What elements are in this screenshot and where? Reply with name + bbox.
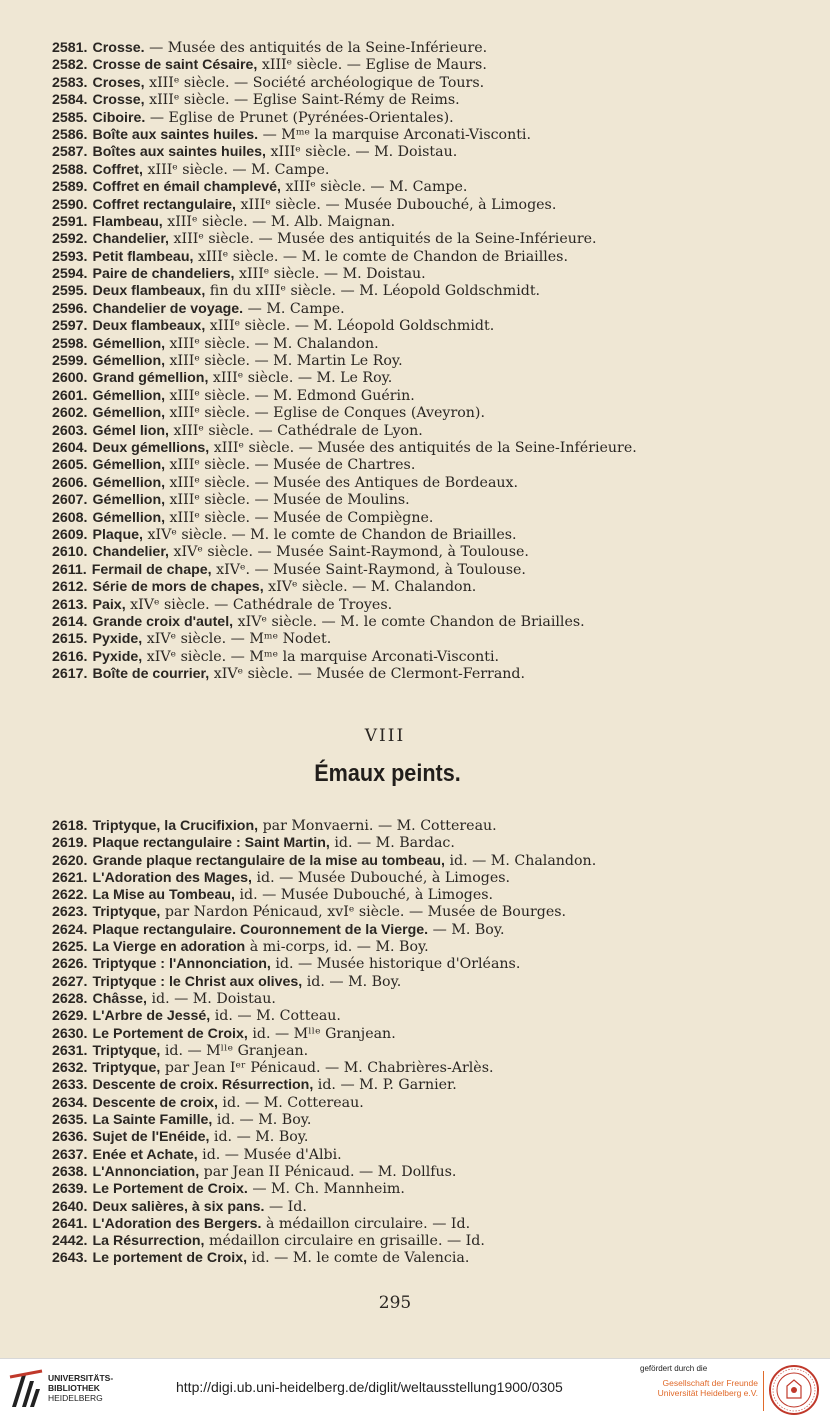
section-title: Émaux peints. bbox=[314, 760, 461, 787]
entry-title: Triptyque, la Crucifixion, bbox=[92, 818, 259, 834]
entry-title: Ciboire. bbox=[92, 109, 146, 126]
entry-number: 2614. bbox=[52, 613, 88, 630]
entry-details: xIIIᵉ siècle. — Musée de Compiègne. bbox=[165, 509, 434, 526]
entry-title: Enée et Achate, bbox=[92, 1146, 198, 1163]
catalog-entry bbox=[52, 75, 792, 92]
catalog-entry bbox=[52, 666, 792, 683]
entry-details: par Jean Iᵉʳ Pénicaud. — M. Chabrières-Arlès. bbox=[160, 1060, 494, 1077]
entry-number: 2625. bbox=[52, 939, 88, 956]
entry-details: xIVᵉ siècle. — Mᵐᵉ la marquise Arconati-Visconti. bbox=[142, 648, 500, 665]
entry-title: Coffret, bbox=[92, 161, 143, 178]
entry-title: Pyxide, bbox=[92, 648, 143, 665]
entry-number: 2599. bbox=[52, 353, 88, 370]
entry-number: 2602. bbox=[52, 405, 88, 422]
entry-number: 2596. bbox=[52, 300, 88, 317]
entry-title: Le portement de Croix, bbox=[92, 1250, 248, 1267]
entry-title: Descente de croix, bbox=[92, 1094, 218, 1111]
section-number: VIII bbox=[364, 726, 406, 746]
entry-title: L'Arbre de Jessé, bbox=[92, 1008, 211, 1025]
entry-details: xIIIᵉ siècle. — M. le comte de Chandon de Briailles. bbox=[193, 248, 568, 265]
entry-title: Plaque rectangulaire. Couronnement de la Vierge. bbox=[92, 921, 429, 938]
entry-title: Crosse de saint Césaire, bbox=[92, 57, 258, 74]
entry-details: id. — M. Boy. bbox=[212, 1112, 312, 1129]
entry-title: Châsse, bbox=[92, 990, 147, 1007]
entry-number: 2636. bbox=[52, 1129, 88, 1146]
entry-details: xIIIᵉ siècle. — M. Doistau. bbox=[265, 144, 458, 161]
entry-number: 2611. bbox=[52, 561, 87, 578]
entry-title: Chandelier, bbox=[92, 544, 169, 561]
entry-number: 2613. bbox=[52, 596, 88, 613]
entry-number: 2639. bbox=[52, 1181, 88, 1198]
catalog-list-bottom bbox=[52, 818, 792, 1268]
catalog-entry bbox=[52, 614, 792, 631]
entry-title: L'Annonciation, bbox=[92, 1163, 200, 1180]
entry-details: xIIIᵉ siècle. — M. Martin Le Roy. bbox=[165, 353, 403, 370]
entry-title: Gémellion, bbox=[92, 335, 166, 352]
catalog-entry bbox=[52, 214, 792, 231]
catalog-entry bbox=[52, 1233, 792, 1250]
catalog-entry bbox=[52, 1026, 792, 1043]
entry-number: 2617. bbox=[52, 666, 88, 683]
catalog-entry bbox=[52, 1199, 792, 1216]
entry-title: Petit flambeau, bbox=[92, 248, 194, 265]
entry-details: xIVᵉ siècle. — M. le comte Chandon de Briailles. bbox=[233, 613, 585, 630]
entry-details: id. — Musée historique d'Orléans. bbox=[270, 956, 521, 973]
entry-details: xIIIᵉ siècle. — Eglise Saint-Rémy de Reims. bbox=[144, 92, 460, 109]
catalog-entry bbox=[52, 301, 792, 318]
entry-title: Descente de croix. Résurrection, bbox=[92, 1077, 314, 1094]
catalog-entry bbox=[52, 197, 792, 214]
catalog-entry bbox=[52, 527, 792, 544]
entry-number: 2582. bbox=[52, 57, 88, 74]
society-name bbox=[640, 1378, 758, 1398]
entry-details: xIIIᵉ siècle. — Musée de Chartres. bbox=[165, 457, 416, 474]
catalog-entry bbox=[52, 457, 792, 474]
catalog-entry bbox=[52, 991, 792, 1008]
entry-title: Gémel lion, bbox=[92, 422, 169, 439]
entry-details: id. — Mˡˡᵉ Granjean. bbox=[160, 1042, 309, 1059]
entry-details: xIVᵉ. — Musée Saint-Raymond, à Toulouse. bbox=[211, 561, 526, 578]
entry-details: id. — M. Boy. bbox=[302, 973, 402, 990]
entry-title: Gémellion, bbox=[92, 387, 166, 404]
footer-bar bbox=[0, 1358, 830, 1419]
entry-title: Le Portement de Croix, bbox=[92, 1025, 248, 1042]
catalog-entry bbox=[52, 579, 792, 596]
entry-title: Fermail de chape, bbox=[91, 561, 212, 578]
entry-details: fin du xIIIᵉ siècle. — M. Léopold Goldschmidt. bbox=[205, 283, 541, 300]
entry-number: 2601. bbox=[52, 387, 88, 404]
catalog-entry bbox=[52, 405, 792, 422]
entry-number: 2612. bbox=[52, 579, 88, 596]
entry-title: La Vierge en adoration bbox=[92, 939, 246, 956]
entry-details: id. — Mˡˡᵉ Granjean. bbox=[247, 1025, 396, 1042]
catalog-entry bbox=[52, 939, 792, 956]
catalog-entry bbox=[52, 597, 792, 614]
entry-title: Triptyque, bbox=[92, 1042, 161, 1059]
entry-number: 2635. bbox=[52, 1112, 88, 1129]
entry-title: Triptyque : l'Annonciation, bbox=[92, 956, 271, 973]
entry-title: Grand gémellion, bbox=[92, 370, 209, 387]
entry-details: id. — Musée d'Albi. bbox=[197, 1146, 342, 1163]
entry-title: Pyxide, bbox=[92, 631, 143, 648]
university-seal-icon bbox=[768, 1364, 820, 1416]
entry-details: xIIIᵉ siècle. — Musée de Moulins. bbox=[165, 492, 410, 509]
entry-number: 2637. bbox=[52, 1146, 88, 1163]
entry-number: 2620. bbox=[52, 852, 88, 869]
entry-details: xIIIᵉ siècle. — Cathédrale de Lyon. bbox=[169, 422, 423, 439]
entry-title: Crosse. bbox=[92, 40, 145, 56]
entry-details: xIIIᵉ siècle. — Eglise de Maurs. bbox=[257, 57, 487, 74]
catalog-entry bbox=[52, 956, 792, 973]
entry-details: par Nardon Pénicaud, xvIᵉ siècle. — Musée de Bourges. bbox=[160, 904, 567, 921]
catalog-entry bbox=[52, 40, 792, 57]
entry-title: Série de mors de chapes, bbox=[92, 579, 264, 596]
entry-number: 2610. bbox=[52, 544, 88, 561]
entry-number: 2591. bbox=[52, 213, 88, 230]
entry-number: 2594. bbox=[52, 266, 88, 283]
entry-number: 2615. bbox=[52, 631, 88, 648]
catalog-entry bbox=[52, 283, 792, 300]
entry-details: par Monvaerni. — M. Cottereau. bbox=[258, 818, 497, 834]
catalog-entry bbox=[52, 1147, 792, 1164]
catalog-entry bbox=[52, 127, 792, 144]
entry-title: Gémellion, bbox=[92, 405, 166, 422]
entry-details: id. — M. Cottereau. bbox=[217, 1094, 364, 1111]
entry-details: xIIIᵉ siècle. — M. Doistau. bbox=[234, 266, 426, 283]
entry-details: xIIIᵉ siècle. — Musée des Antiques de Bordeaux. bbox=[165, 474, 519, 491]
library-name-line-3: HEIDELBERG bbox=[48, 1393, 103, 1403]
entry-details: — M. Campe. bbox=[243, 300, 345, 317]
catalog-entry bbox=[52, 492, 792, 509]
catalog-entry bbox=[52, 562, 792, 579]
entry-number: 2607. bbox=[52, 492, 88, 509]
entry-details: id. — M. Cotteau. bbox=[210, 1008, 341, 1025]
entry-title: Gémellion, bbox=[92, 353, 166, 370]
catalog-entry bbox=[52, 904, 792, 921]
entry-title: Boîtes aux saintes huiles, bbox=[92, 144, 266, 161]
entry-number: 2628. bbox=[52, 990, 88, 1007]
entry-number: 2584. bbox=[52, 92, 88, 109]
catalog-entry bbox=[52, 475, 792, 492]
entry-details: xIVᵉ siècle. — Musée Saint-Raymond, à Toulouse. bbox=[169, 544, 529, 561]
catalog-entry bbox=[52, 510, 792, 527]
entry-number: 2621. bbox=[52, 869, 88, 886]
entry-details: xIIIᵉ siècle. — Musée des antiquités de la Seine-Inférieure. bbox=[169, 231, 597, 248]
divider bbox=[763, 1371, 764, 1411]
entry-title: Gémellion, bbox=[92, 474, 166, 491]
catalog-entry bbox=[52, 336, 792, 353]
entry-details: à médaillon circulaire. — Id. bbox=[261, 1215, 471, 1232]
catalog-entry bbox=[52, 1060, 792, 1077]
catalog-entry bbox=[52, 1181, 792, 1198]
entry-details: — Musée des antiquités de la Seine-Inférieure. bbox=[144, 40, 488, 56]
entry-title: Plaque, bbox=[92, 526, 143, 543]
entry-details: xIIIᵉ siècle. — M. Chalandon. bbox=[165, 335, 379, 352]
entry-details: xIIIᵉ siècle. — Société archéologique de Tours. bbox=[144, 74, 485, 91]
entry-title: Deux gémellions, bbox=[92, 439, 210, 456]
catalog-entry bbox=[52, 1250, 792, 1267]
catalog-entry bbox=[52, 835, 792, 852]
entry-details: id. — M. Bardac. bbox=[329, 835, 455, 852]
entry-number: 2609. bbox=[52, 526, 88, 543]
entry-title: Crosse, bbox=[92, 92, 145, 109]
catalog-entry bbox=[52, 266, 792, 283]
entry-number: 2626. bbox=[52, 956, 88, 973]
entry-title: Grande plaque rectangulaire de la mise au tombeau, bbox=[92, 852, 445, 869]
entry-number: 2590. bbox=[52, 196, 88, 213]
entry-number: 2592. bbox=[52, 231, 88, 248]
page-number: 295 bbox=[378, 1293, 412, 1313]
entry-details: à mi-corps, id. — M. Boy. bbox=[245, 939, 429, 956]
permalink-url[interactable]: http://digi.ub.uni-heidelberg.de/diglit/weltausstellung1900/0305 bbox=[176, 1379, 563, 1395]
entry-number: 2583. bbox=[52, 74, 88, 91]
entry-details: id. — M. Doistau. bbox=[146, 990, 276, 1007]
entry-number: 2588. bbox=[52, 161, 88, 178]
entry-number: 2604. bbox=[52, 439, 88, 456]
entry-details: xIIIᵉ siècle. — M. Alb. Maignan. bbox=[162, 213, 396, 230]
catalog-entry bbox=[52, 92, 792, 109]
entry-details: id. — Musée Dubouché, à Limoges. bbox=[251, 869, 511, 886]
entry-title: L'Adoration des Mages, bbox=[92, 869, 252, 886]
entry-title: Croses, bbox=[92, 74, 145, 91]
entry-details: xIIIᵉ siècle. — M. Campe. bbox=[280, 179, 468, 196]
entry-details: xIVᵉ siècle. — Cathédrale de Troyes. bbox=[125, 596, 393, 613]
entry-number: 2638. bbox=[52, 1163, 88, 1180]
catalog-entry bbox=[52, 1077, 792, 1094]
entry-details: — M. Boy. bbox=[428, 921, 505, 938]
entry-number: 2605. bbox=[52, 457, 88, 474]
catalog-entry bbox=[52, 388, 792, 405]
entry-title: Gémellion, bbox=[92, 492, 166, 509]
entry-title: Paire de chandeliers, bbox=[92, 266, 235, 283]
entry-title: Le Portement de Croix. bbox=[92, 1181, 248, 1198]
entry-number: 2643. bbox=[52, 1250, 88, 1267]
entry-details: — M. Ch. Mannheim. bbox=[247, 1181, 405, 1198]
entry-details: xIIIᵉ siècle. — M. Léopold Goldschmidt. bbox=[205, 318, 495, 335]
catalog-list-top bbox=[52, 40, 792, 683]
entry-number: 2597. bbox=[52, 318, 88, 335]
catalog-entry bbox=[52, 318, 792, 335]
entry-number: 2593. bbox=[52, 248, 88, 265]
entry-title: Paix, bbox=[92, 596, 126, 613]
entry-title: La Mise au Tombeau, bbox=[92, 887, 235, 904]
entry-details: id. — M. Boy. bbox=[209, 1129, 309, 1146]
entry-title: Grande croix d'autel, bbox=[92, 613, 234, 630]
entry-number: 2630. bbox=[52, 1025, 88, 1042]
catalog-entry bbox=[52, 1043, 792, 1060]
entry-number: 2640. bbox=[52, 1198, 88, 1215]
entry-title: Triptyque, bbox=[92, 904, 161, 921]
library-name bbox=[48, 1373, 113, 1403]
society-name-line-2: Universität Heidelberg e.V. bbox=[657, 1388, 758, 1398]
entry-title: Chandelier de voyage. bbox=[92, 300, 244, 317]
entry-details: xIIIᵉ siècle. — Musée Dubouché, à Limoges. bbox=[236, 196, 557, 213]
entry-details: id. — M. P. Garnier. bbox=[313, 1077, 457, 1094]
entry-title: Flambeau, bbox=[92, 213, 163, 230]
entry-details: id. — M. Chalandon. bbox=[444, 852, 597, 869]
catalog-entry bbox=[52, 631, 792, 648]
entry-details: — Mᵐᵉ la marquise Arconati-Visconti. bbox=[258, 126, 531, 143]
entry-number: 2606. bbox=[52, 474, 88, 491]
catalog-entry bbox=[52, 887, 792, 904]
catalog-entry bbox=[52, 974, 792, 991]
entry-number: 2622. bbox=[52, 887, 88, 904]
catalog-entry bbox=[52, 423, 792, 440]
entry-details: médaillon circulaire en grisaille. — Id. bbox=[204, 1233, 485, 1250]
catalog-entry bbox=[52, 1112, 792, 1129]
funded-by-label: gefördert durch die bbox=[640, 1364, 708, 1373]
university-library-logo-icon bbox=[8, 1367, 44, 1411]
entry-number: 2600. bbox=[52, 370, 88, 387]
entry-number: 2634. bbox=[52, 1094, 88, 1111]
entry-number: 2624. bbox=[52, 921, 88, 938]
entry-number: 2633. bbox=[52, 1077, 88, 1094]
catalog-entry bbox=[52, 870, 792, 887]
entry-number: 2442. bbox=[52, 1233, 88, 1250]
catalog-entry bbox=[52, 1129, 792, 1146]
entry-number: 2618. bbox=[52, 818, 88, 834]
catalog-entry bbox=[52, 440, 792, 457]
entry-title: Boîte aux saintes huiles. bbox=[92, 126, 259, 143]
catalog-entry bbox=[52, 249, 792, 266]
entry-details: id. — Musée Dubouché, à Limoges. bbox=[234, 887, 494, 904]
entry-details: xIVᵉ siècle. — Mᵐᵉ Nodet. bbox=[142, 631, 332, 648]
entry-number: 2598. bbox=[52, 335, 88, 352]
catalog-entry bbox=[52, 1008, 792, 1025]
library-name-line-2: BIBLIOTHEK bbox=[48, 1383, 100, 1393]
entry-number: 2641. bbox=[52, 1215, 88, 1232]
entry-title: Triptyque, bbox=[92, 1060, 161, 1077]
entry-title: La Sainte Famille, bbox=[92, 1112, 213, 1129]
entry-details: xIVᵉ siècle. — Musée de Clermont-Ferrand. bbox=[209, 666, 526, 683]
entry-details: xIIIᵉ siècle. — M. Edmond Guérin. bbox=[165, 387, 415, 404]
entry-number: 2619. bbox=[52, 835, 88, 852]
entry-details: xIIIᵉ siècle. — Musée des antiquités de la Seine-Inférieure. bbox=[209, 439, 637, 456]
entry-details: xIIIᵉ siècle. — Eglise de Conques (Aveyron). bbox=[165, 405, 485, 422]
entry-title: Gémellion, bbox=[92, 509, 166, 526]
catalog-entry bbox=[52, 144, 792, 161]
entry-number: 2587. bbox=[52, 144, 88, 161]
entry-title: La Résurrection, bbox=[92, 1233, 205, 1250]
entry-title: Plaque rectangulaire : Saint Martin, bbox=[92, 835, 330, 852]
catalog-entry bbox=[52, 1164, 792, 1181]
entry-details: xIIIᵉ siècle. — M. Le Roy. bbox=[208, 370, 393, 387]
entry-number: 2585. bbox=[52, 109, 88, 126]
entry-title: Chandelier, bbox=[92, 231, 169, 248]
entry-details: xIIIᵉ siècle. — M. Campe. bbox=[142, 161, 330, 178]
entry-number: 2608. bbox=[52, 509, 88, 526]
entry-number: 2629. bbox=[52, 1008, 88, 1025]
entry-number: 2581. bbox=[52, 40, 88, 56]
entry-details: xIVᵉ siècle. — M. Chalandon. bbox=[263, 579, 477, 596]
catalog-entry bbox=[52, 353, 792, 370]
entry-title: Coffret rectangulaire, bbox=[92, 196, 236, 213]
catalog-entry bbox=[52, 57, 792, 74]
entry-title: Deux flambeaux, bbox=[92, 283, 206, 300]
entry-number: 2616. bbox=[52, 648, 88, 665]
catalog-entry bbox=[52, 853, 792, 870]
catalog-entry bbox=[52, 231, 792, 248]
entry-number: 2623. bbox=[52, 904, 88, 921]
entry-title: Triptyque : le Christ aux olives, bbox=[92, 973, 303, 990]
catalog-entry bbox=[52, 922, 792, 939]
catalog-entry bbox=[52, 818, 792, 835]
catalog-entry bbox=[52, 544, 792, 561]
entry-title: Sujet de l'Enéide, bbox=[92, 1129, 210, 1146]
entry-number: 2586. bbox=[52, 126, 88, 143]
entry-title: Deux salières, à six pans. bbox=[92, 1198, 265, 1215]
catalog-entry bbox=[52, 1095, 792, 1112]
catalog-entry bbox=[52, 179, 792, 196]
catalog-entry bbox=[52, 110, 792, 127]
entry-title: Deux flambeaux, bbox=[92, 318, 206, 335]
entry-number: 2595. bbox=[52, 283, 88, 300]
entry-details: xIVᵉ siècle. — M. le comte de Chandon de Briailles. bbox=[142, 526, 517, 543]
entry-details: par Jean II Pénicaud. — M. Dollfus. bbox=[199, 1163, 457, 1180]
entry-details: id. — M. le comte de Valencia. bbox=[247, 1250, 470, 1267]
entry-number: 2631. bbox=[52, 1042, 88, 1059]
entry-number: 2603. bbox=[52, 422, 88, 439]
entry-title: L'Adoration des Bergers. bbox=[92, 1215, 262, 1232]
catalog-entry bbox=[52, 1216, 792, 1233]
catalog-entry bbox=[52, 649, 792, 666]
entry-number: 2632. bbox=[52, 1060, 88, 1077]
entry-title: Coffret en émail champlevé, bbox=[92, 179, 281, 196]
entry-title: Boîte de courrier, bbox=[92, 666, 210, 683]
entry-number: 2589. bbox=[52, 179, 88, 196]
entry-details: — Eglise de Prunet (Pyrénées-Orientales). bbox=[145, 109, 454, 126]
entry-details: — Id. bbox=[264, 1198, 307, 1215]
entry-title: Gémellion, bbox=[92, 457, 166, 474]
society-name-line-1: Gesellschaft der Freunde bbox=[662, 1378, 758, 1388]
catalog-entry bbox=[52, 162, 792, 179]
entry-number: 2627. bbox=[52, 973, 88, 990]
catalog-entry bbox=[52, 370, 792, 387]
library-name-line-1: UNIVERSITÄTS- bbox=[48, 1373, 114, 1383]
